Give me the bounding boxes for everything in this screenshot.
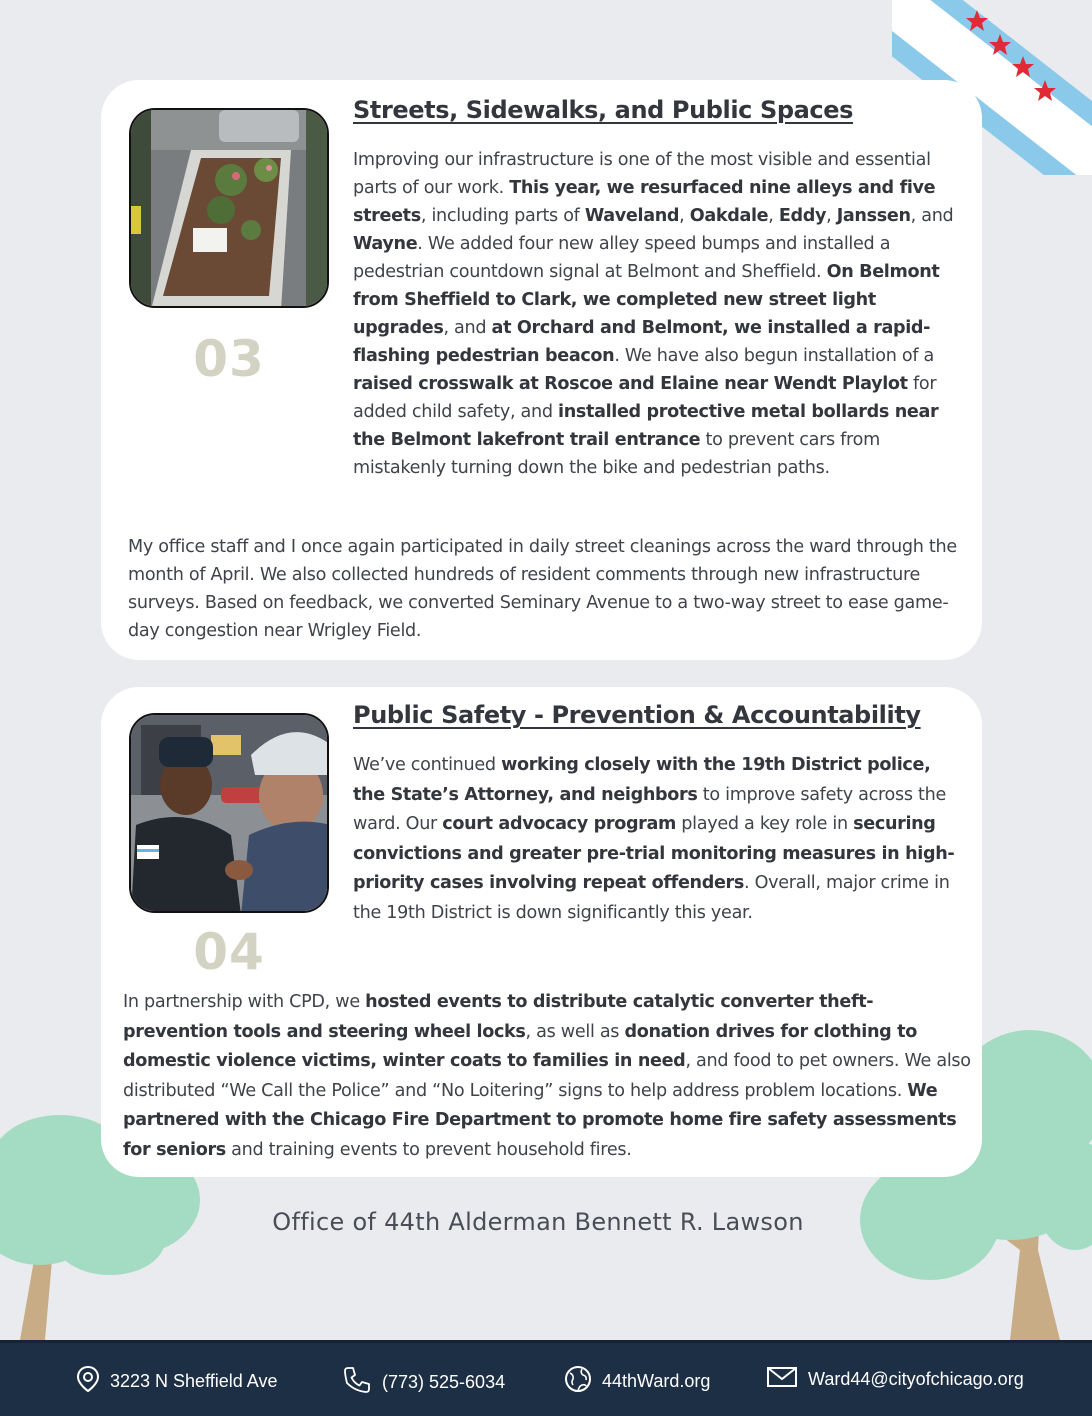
contact-footer xyxy=(0,1340,1092,1416)
bold-text-run: We partnered with the Chicago Fire Department to promote home fire safety assessments for seniors xyxy=(123,1080,957,1160)
text-run: , and xyxy=(443,318,492,338)
bold-text-run: donation drives for clothing to domestic violence victims, winter coats to families in need xyxy=(123,1021,917,1071)
text-run: Improving our infrastructure is one of the most visible and essential parts of our work. xyxy=(353,150,931,198)
bold-text-run: installed protective metal bollards near the Belmont lakefront trail entrance xyxy=(353,402,939,450)
text-run: . Overall, major crime in the 19th District is down significantly this year. xyxy=(353,873,950,923)
text-run: . We have also begun installation of a xyxy=(614,346,934,366)
text-run: and training events to prevent household fires. xyxy=(225,1139,632,1160)
bold-text-run: Janssen xyxy=(836,206,911,226)
section-photo-planter xyxy=(129,108,329,308)
section-photo-handshake xyxy=(129,713,329,913)
text-run: , xyxy=(679,206,690,226)
bold-text-run: This year, we resurfaced nine alleys and five streets xyxy=(353,178,936,226)
section-title: Streets, Sidewalks, and Public Spaces xyxy=(353,96,854,124)
text-run: played a key role in xyxy=(676,814,854,834)
section-body-text xyxy=(353,751,963,928)
section-title: Public Safety - Prevention & Accountability xyxy=(353,701,921,729)
bold-text-run: raised crosswalk at Roscoe and Elaine near Wendt Playlot xyxy=(353,374,908,394)
text-run: , and xyxy=(910,206,954,226)
globe-icon xyxy=(564,1365,592,1398)
location-pin-icon xyxy=(76,1365,100,1398)
text-run: , xyxy=(826,206,837,226)
text-run: to improve safety across the ward. Our xyxy=(353,784,946,834)
text-run: to prevent cars from mistakenly turning down the bike and pedestrian paths. xyxy=(353,430,880,478)
mail-icon xyxy=(766,1365,798,1394)
text-run: We’ve continued xyxy=(353,755,502,775)
footer-email-text: Ward44@cityofchicago.org xyxy=(808,1369,1024,1389)
footer-phone-text: (773) 525-6034 xyxy=(382,1372,506,1392)
section-card-public-safety xyxy=(101,687,982,1177)
footer-phone[interactable] xyxy=(342,1365,505,1400)
office-signature: Office of 44th Alderman Bennett R. Lawson xyxy=(272,1208,804,1236)
phone-icon xyxy=(342,1365,372,1400)
bold-text-run: Waveland xyxy=(584,206,680,226)
footer-address-text: 3223 N Sheffield Ave xyxy=(110,1371,278,1391)
section-number: 03 xyxy=(193,330,265,388)
footer-address[interactable] xyxy=(76,1365,277,1398)
bold-text-run: Eddy xyxy=(778,206,827,226)
text-run: , including parts of xyxy=(420,206,585,226)
bold-text-run: Oakdale xyxy=(689,206,769,226)
section-number: 04 xyxy=(193,923,265,981)
bold-text-run: court advocacy program xyxy=(442,814,677,834)
text-run: , and food to pet owners. We also distributed “We Call the Police” and “No Loitering” signs to help address problem locations. xyxy=(123,1051,971,1101)
section-card-streets xyxy=(101,80,982,660)
bold-text-run: hosted events to distribute catalytic converter theft-prevention tools and steering wheel locks xyxy=(123,992,874,1042)
bold-text-run: On Belmont from Sheffield to Clark, we completed new street light upgrades xyxy=(353,262,940,338)
footer-website[interactable] xyxy=(564,1365,710,1398)
bold-text-run: at Orchard and Belmont, we installed a rapid-flashing pedestrian beacon xyxy=(353,318,931,366)
text-run: , as well as xyxy=(525,1021,625,1042)
bold-text-run: Wayne xyxy=(353,234,418,254)
text-run: , xyxy=(768,206,779,226)
footer-website-text: 44thWard.org xyxy=(602,1371,711,1391)
text-run: for added child safety, and xyxy=(353,374,937,422)
text-run: . We added four new alley speed bumps and installed a pedestrian countdown signal at Belmont and Sheffield. xyxy=(353,234,891,282)
footer-email[interactable] xyxy=(766,1365,1024,1394)
bold-text-run: securing convictions and greater pre-trial monitoring measures in high-priority cases involving repeat offenders xyxy=(353,814,955,893)
section-body-text xyxy=(353,146,963,482)
bold-text-run: working closely with the 19th District police, the State’s Attorney, and neighbors xyxy=(353,755,931,805)
text-run: In partnership with CPD, we xyxy=(123,992,366,1012)
section-extra-text xyxy=(123,988,975,1165)
section-extra-text: My office staff and I once again participated in daily street cleanings across the ward through the month of April. We also collected hundreds of resident comments through new infrastructure surveys. Based on feedback, we converted Seminary Avenue to a two-way street to ease game-day congestion near Wrigley Field. xyxy=(128,537,957,641)
